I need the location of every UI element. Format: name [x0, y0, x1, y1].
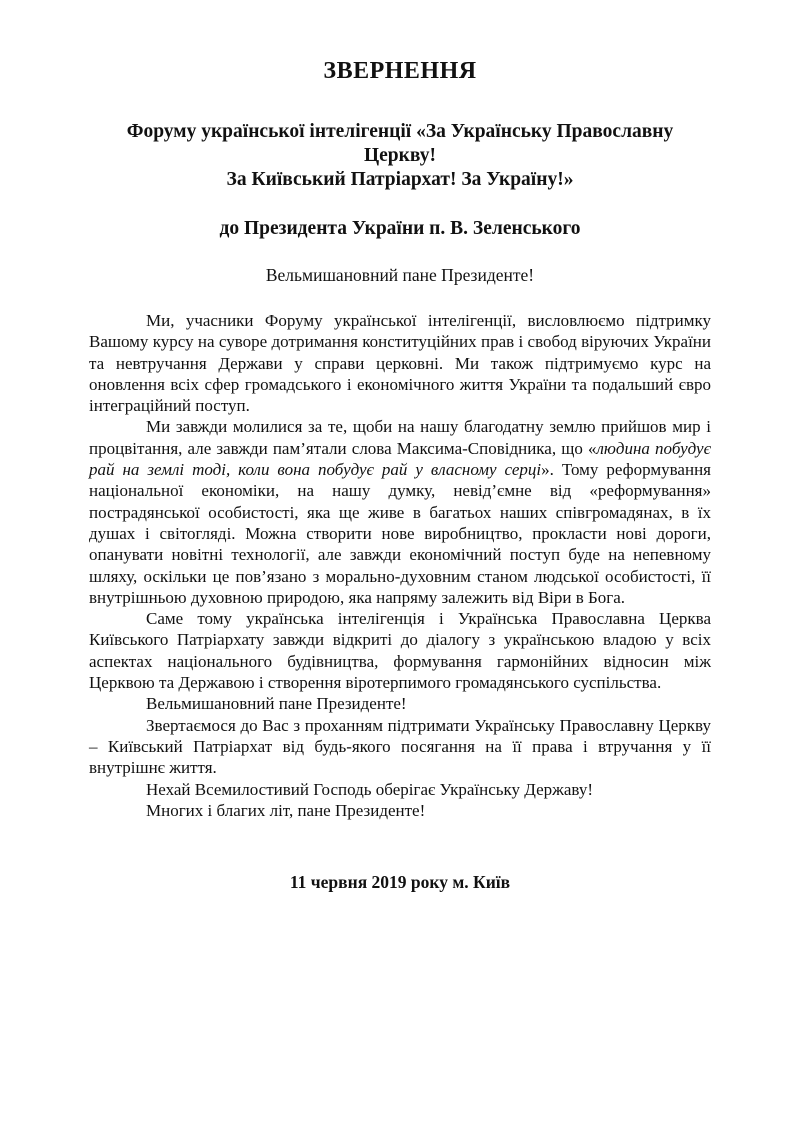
subtitle-line: Церкву! [363, 145, 436, 166]
paragraph-text: ». Тому реформування національної економіки, на нашу думку, невід’ємне від «реформування» пострадянської особистості, яка ще живе в багатьох наших співгромадянах, в їх душах і світогляді. Можна створити нове виробництво, прокласти нові дороги, опанувати новітні технології, але завжди економічний поступ буде на непевному шляху, оскільки це пов’язано з морально-духовним станом людської особистості, її внутрішньою духовною природою, яка напряму залежить від Віри в Бога. [89, 460, 711, 607]
paragraph-text: Ми завжди молилися за те, щоби на нашу благодатну землю прийшов мир і процвітання, але завжди пам’ятали слова Максима-Сповідника, що « [89, 417, 711, 458]
body-paragraph: Звертаємося до Вас з проханням підтримати Українську Православну Церкву – Київський Патріархат від будь-якого посягання на її права і втручання у її внутрішнє життя. [89, 715, 711, 778]
document-subtitle [100, 120, 700, 192]
body-paragraph [89, 416, 711, 608]
body-paragraph: Нехай Всемилостивий Господь оберігає Українську Державу! [146, 779, 594, 799]
subtitle-line: Форуму української інтелігенції «За Українську Православну [126, 121, 674, 142]
salutation: Вельмишановний пане Президенте! [265, 265, 535, 285]
body-paragraph: Саме тому українська інтелігенція і Українська Православна Церква Київського Патріархату завжди відкриті до діалогу з українською владою у всіх аспектах національного будівництва, формування гармонійних відносин між Церквою та Державою і створення віротерпимого громадянського суспільства. [89, 609, 711, 693]
letter-body [89, 310, 711, 821]
date-place: 11 червня 2019 року м. Київ [289, 872, 511, 892]
body-paragraph: Многих і благих літ, пане Президенте! [146, 800, 426, 820]
quoted-text: людина побудує рай на землі тоді, коли вона побудує рай у власному серці [89, 438, 711, 480]
document-title: ЗВЕРНЕННЯ [323, 58, 477, 84]
body-paragraph: Ми, учасники Форуму української інтелігенції, висловлюємо підтримку Вашому курсу на суворе дотримання конституційних прав і свобод віруючих України та невтручання Держави у справи церковні. Ми також підтримуємо курс на оновлення всіх сфер громадського і економічного життя України та подальший євро інтеграційний поступ. [89, 311, 711, 416]
body-paragraph: Вельмишановний пане Президенте! [146, 694, 407, 714]
subtitle-line: За Київський Патріархат! За Україну!» [226, 169, 574, 190]
addressee-line: до Президента України п. В. Зеленського [219, 218, 581, 239]
